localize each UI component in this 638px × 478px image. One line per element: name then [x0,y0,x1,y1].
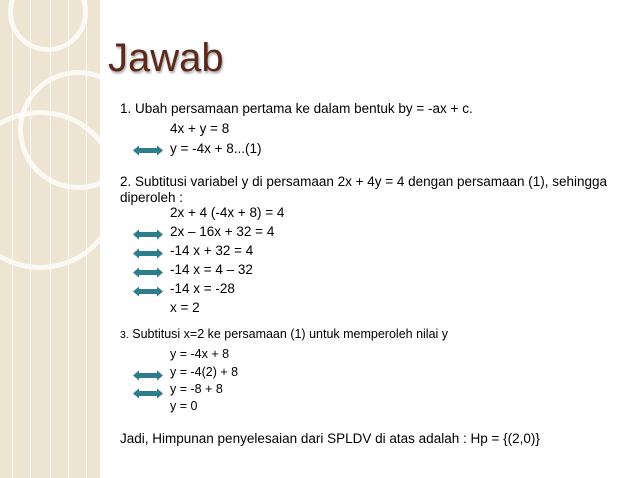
equation: -14 x = -28 [170,281,235,296]
step3-number: 3. [120,329,129,341]
decorative-circle [0,110,100,270]
equation: 2x + 4 (-4x + 8) = 4 [170,205,285,220]
double-arrow-icon [133,267,163,278]
double-arrow-icon [133,145,163,156]
equation: y = -8 + 8 [170,382,223,396]
decorative-circle [8,0,88,52]
equation: y = -4(2) + 8 [170,365,239,379]
double-arrow-icon [133,370,163,381]
equation: 2x – 16x + 32 = 4 [170,224,275,239]
decorative-sidebar [0,0,100,478]
step1-instruction: 1. Ubah persamaan pertama ke dalam bentuk by = -ax + c. [120,101,473,116]
double-arrow-icon [133,248,163,259]
double-arrow-icon [133,229,163,240]
equation: y = -4x + 8...(1) [170,141,262,156]
equation: -14 x + 32 = 4 [170,243,254,258]
page-title: Jawab [108,36,224,80]
double-arrow-icon [133,286,163,297]
equation: 4x + y = 8 [170,121,230,136]
step2-instruction: 2. Subtitusi variabel y di persamaan 2x + 4y = 4 dengan persamaan (1), sehingga [120,174,608,189]
equation: -14 x = 4 – 32 [170,262,253,277]
equation: y = 0 [170,399,198,413]
equation: y = -4x + 8 [170,347,230,361]
step2-instruction: diperoleh : [120,190,184,205]
step3-text: Subtitusi x=2 ke persamaan (1) untuk memperoleh nilai y [128,327,449,341]
double-arrow-icon [133,388,163,399]
step3-instruction [120,327,448,341]
conclusion: Jadi, Himpunan penyelesaian dari SPLDV di atas adalah : Hp = {(2,0)} [120,431,540,446]
equation: x = 2 [170,300,200,315]
